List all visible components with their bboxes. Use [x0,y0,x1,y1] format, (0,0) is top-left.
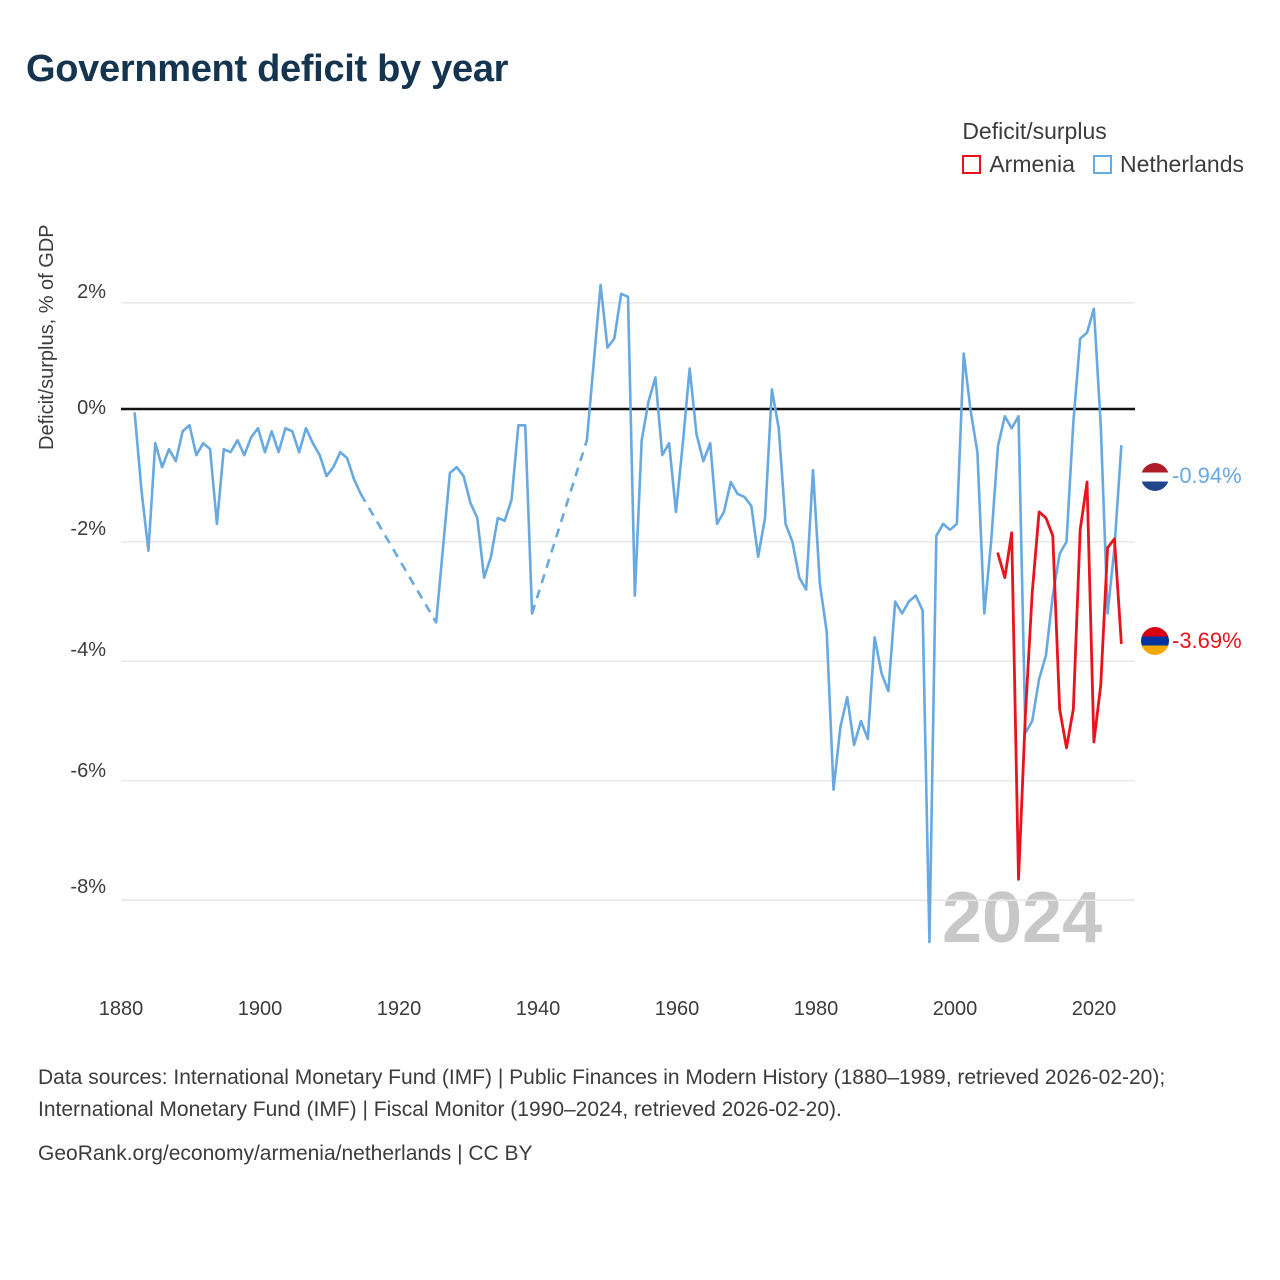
y-tick-neg8: -8% [70,876,106,898]
x-tick-1880: 1880 [98,998,144,1020]
page-title: Government deficit by year [26,48,509,90]
big-year-annotation: 2024 [942,878,1103,958]
x-tick-1920: 1920 [376,998,422,1020]
x-tick-1980: 1980 [793,998,839,1020]
legend-title: Deficit/surplus [962,118,1107,144]
y-tick-neg4: -4% [70,639,106,661]
footer-sources: Data sources: International Monetary Fund (IMF) | Public Finances in Modern History (1880–1989, retrieved 2026-02-20); International Monetary Fund (IMF) | Fiscal Monitor (1990–2024, retrieved 2026-02-20). [38,1066,1166,1121]
series-line-netherlands-gap-2 [532,440,587,613]
series-line-netherlands-gap-1 [361,494,436,622]
y-tick-neg2: -2% [70,518,106,540]
footer [38,1062,1253,1170]
end-label-netherlands [1141,462,1242,490]
y-tick-0: 0% [77,397,106,419]
end-value-netherlands: -0.94% [1172,463,1242,489]
flag-armenia-icon [1141,627,1169,655]
x-tick-1960: 1960 [654,998,700,1020]
y-tick-neg6: -6% [70,760,106,782]
flag-netherlands-icon [1141,463,1169,491]
y-axis-label: Deficit/surplus, % of GDP [36,224,58,450]
x-tick-2000: 2000 [932,998,978,1020]
series-line-netherlands [135,285,1122,942]
end-value-armenia: -3.69% [1172,627,1242,653]
x-tick-1900: 1900 [237,998,283,1020]
footer-attribution[interactable]: GeoRank.org/economy/armenia/netherlands | CC BY [38,1141,533,1165]
x-tick-1940: 1940 [515,998,561,1020]
legend-label-armenia: Armenia [989,151,1075,177]
x-tick-2020: 2020 [1071,998,1117,1020]
y-tick-2: 2% [77,281,106,303]
end-label-armenia [1141,627,1242,655]
legend-label-netherlands: Netherlands [1119,151,1244,177]
